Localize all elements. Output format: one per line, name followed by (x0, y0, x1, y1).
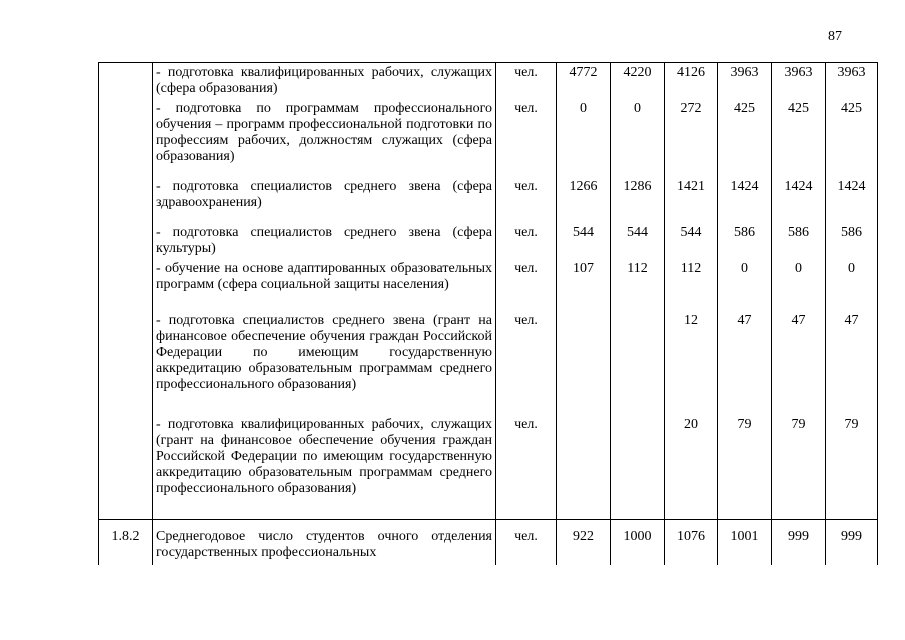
value-cell: 3963 (772, 63, 826, 100)
row-number (99, 177, 153, 223)
value-cell: 586 (772, 223, 826, 259)
unit-cell: чел. (496, 311, 557, 415)
value-cell: 112 (665, 259, 718, 311)
value-cell: 425 (718, 99, 772, 177)
table-row (99, 63, 878, 100)
row-number (99, 415, 153, 519)
table-row (99, 519, 878, 565)
row-number: 1.8.2 (99, 519, 153, 565)
indicator-description: - подготовка специалистов среднего звена (сфера здравоохранения) (153, 177, 496, 223)
value-cell: 0 (557, 99, 611, 177)
value-cell: 112 (611, 259, 665, 311)
value-cell: 3963 (826, 63, 878, 100)
value-cell: 425 (826, 99, 878, 177)
indicator-description: - подготовка специалистов среднего звена (сфера культуры) (153, 223, 496, 259)
indicator-description: - обучение на основе адаптированных образовательных программ (сфера социальной защиты населения) (153, 259, 496, 311)
value-cell: 922 (557, 519, 611, 565)
value-cell: 79 (772, 415, 826, 519)
value-cell: 4772 (557, 63, 611, 100)
value-cell: 586 (718, 223, 772, 259)
unit-cell: чел. (496, 99, 557, 177)
value-cell: 47 (826, 311, 878, 415)
value-cell: 20 (665, 415, 718, 519)
value-cell: 4126 (665, 63, 718, 100)
value-cell: 0 (718, 259, 772, 311)
table-row (99, 223, 878, 259)
unit-cell: чел. (496, 519, 557, 565)
page-number: 87 (828, 29, 842, 44)
value-cell: 586 (826, 223, 878, 259)
indicator-table (98, 62, 878, 565)
row-number (99, 99, 153, 177)
value-cell: 0 (772, 259, 826, 311)
row-number (99, 223, 153, 259)
row-number (99, 63, 153, 100)
indicator-description: - подготовка квалифицированных рабочих, служащих (сфера образования) (153, 63, 496, 100)
unit-cell: чел. (496, 223, 557, 259)
value-cell: 1424 (772, 177, 826, 223)
value-cell: 47 (718, 311, 772, 415)
value-cell: 0 (611, 99, 665, 177)
indicator-description: - подготовка по программам профессионального обучения – программ профессиональной подготовки по профессиям рабочих, должностям служащих (сфера образования) (153, 99, 496, 177)
row-number (99, 311, 153, 415)
value-cell: 999 (826, 519, 878, 565)
value-cell: 544 (557, 223, 611, 259)
value-cell: 0 (826, 259, 878, 311)
table-row (99, 415, 878, 519)
value-cell: 107 (557, 259, 611, 311)
unit-cell: чел. (496, 415, 557, 519)
value-cell: 544 (665, 223, 718, 259)
value-cell: 79 (826, 415, 878, 519)
indicator-description: Среднегодовое число студентов очного отделения государственных профессиональных (153, 519, 496, 565)
value-cell: 1076 (665, 519, 718, 565)
value-cell: 544 (611, 223, 665, 259)
value-cell: 1424 (826, 177, 878, 223)
value-cell (611, 311, 665, 415)
unit-cell: чел. (496, 177, 557, 223)
value-cell: 1001 (718, 519, 772, 565)
value-cell: 4220 (611, 63, 665, 100)
table-row (99, 177, 878, 223)
table-row (99, 311, 878, 415)
value-cell: 1424 (718, 177, 772, 223)
table-row (99, 99, 878, 177)
value-cell: 79 (718, 415, 772, 519)
value-cell: 1421 (665, 177, 718, 223)
value-cell: 999 (772, 519, 826, 565)
unit-cell: чел. (496, 63, 557, 100)
unit-cell: чел. (496, 259, 557, 311)
value-cell: 1286 (611, 177, 665, 223)
row-number (99, 259, 153, 311)
value-cell (611, 415, 665, 519)
value-cell: 12 (665, 311, 718, 415)
value-cell (557, 415, 611, 519)
indicator-description: - подготовка квалифицированных рабочих, служащих (грант на финансовое обеспечение обучения граждан Российской Федерации по имеющим государственную аккредитацию образовательным программам среднего профессионального образования) (153, 415, 496, 519)
value-cell: 47 (772, 311, 826, 415)
value-cell: 1000 (611, 519, 665, 565)
indicator-description: - подготовка специалистов среднего звена (грант на финансовое обеспечение обучения граждан Российской Федерации по имеющим государственную аккредитацию образовательным программам среднего профессионального образования) (153, 311, 496, 415)
value-cell: 1266 (557, 177, 611, 223)
value-cell: 272 (665, 99, 718, 177)
value-cell: 425 (772, 99, 826, 177)
value-cell (557, 311, 611, 415)
value-cell: 3963 (718, 63, 772, 100)
table-row (99, 259, 878, 311)
